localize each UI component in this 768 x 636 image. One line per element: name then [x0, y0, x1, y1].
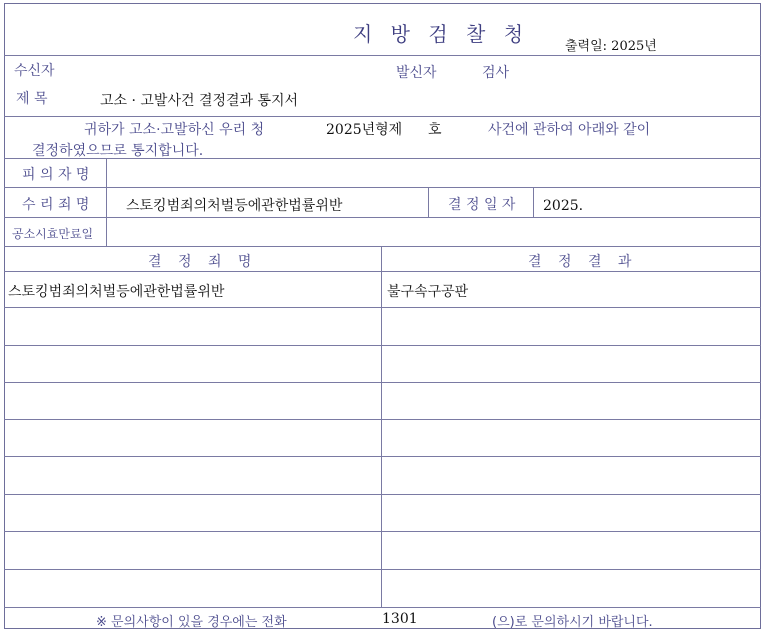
charge-label: 수 리 죄 명 — [22, 197, 90, 213]
footer-note-prefix: ※ 문의사항이 있을 경우에는 전화 — [96, 615, 287, 630]
rule — [4, 382, 761, 383]
rule — [4, 55, 761, 56]
col-header-result: 결 정 결 과 — [528, 254, 638, 270]
case-number: 2025년형제 — [326, 122, 403, 138]
page-title: 지 방 검 찰 청 — [353, 22, 530, 46]
rule — [4, 494, 761, 495]
rule — [4, 419, 761, 420]
rule — [4, 246, 761, 247]
recipient-label: 수신자 — [14, 63, 55, 79]
rule — [4, 116, 761, 117]
rule — [4, 271, 761, 272]
rule — [106, 158, 107, 246]
sender-label: 발신자 — [396, 65, 437, 81]
footer-note-suffix: (으)로 문의하시기 바랍니다. — [492, 615, 653, 630]
col-header-charge: 결 정 죄 명 — [148, 254, 258, 270]
rule — [4, 187, 761, 188]
table-row-charge: 스토킹범죄의처벌등에관한법률위반 — [8, 284, 225, 300]
decision-date-label: 결 정 일 자 — [448, 197, 516, 213]
rule — [4, 217, 761, 218]
footer-phone: 1301 — [382, 611, 418, 627]
limitation-label: 공소시효만료일 — [12, 227, 94, 241]
rule — [533, 187, 534, 217]
rule — [4, 345, 761, 346]
subject-value: 고소 · 고발사건 결정결과 통지서 — [100, 93, 299, 109]
rule — [4, 307, 761, 308]
rule — [4, 531, 761, 532]
print-date: 출력일: 2025년 — [565, 39, 657, 54]
charge-value: 스토킹범죄의처벌등에관한법률위반 — [126, 198, 343, 214]
rule — [4, 607, 761, 608]
notice-text-1: 귀하가 고소·고발하신 우리 청 — [84, 122, 265, 138]
notice-text-3: 결정하였으므로 통지합니다. — [32, 143, 204, 159]
rule — [381, 246, 382, 607]
sender-value: 검사 — [482, 65, 510, 81]
decision-date-value: 2025. — [543, 198, 584, 214]
notice-text-2: 사건에 관하여 아래와 같이 — [488, 122, 651, 138]
subject-label: 제 목 — [16, 91, 48, 107]
rule — [4, 456, 761, 457]
suspect-label: 피 의 자 명 — [22, 167, 90, 183]
rule — [428, 187, 429, 217]
rule — [4, 569, 761, 570]
table-row-result: 불구속구공판 — [387, 284, 469, 300]
case-ho: 호 — [428, 122, 442, 138]
